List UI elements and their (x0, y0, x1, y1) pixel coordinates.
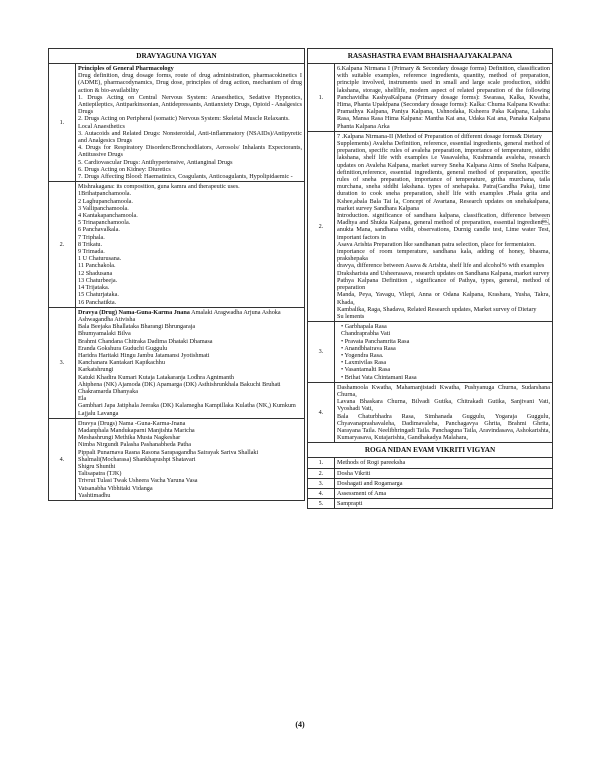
page-number: (4) (295, 720, 305, 729)
table-row: 4. Assessment of Ama (308, 488, 553, 498)
table-row: 3. Doshagati and Rogamarga (308, 478, 553, 488)
dravyaguna-table (48, 48, 305, 501)
table-row: 2. 7 .Kalpana Nirmana-II (Method of Preparation of different dosage forms& Dietary Supplements) Avaleha Definition, reference, essential ingredients, general method of preparation, specific rules of avaleha preparation, importance of temperature, siddhi lakshana, shelf life with examples i.e Vasavaleha, Kushmanda avaleha, research updates on Avaleha Kalpana, market survey Sneha Kalpana Aims of Sneha Kalpana, definition,reference, essential ingredients, general method of preparation, specific rules of sneha preparation, importance of temperature, gritha murchana, taila murchana, sneha siddhi lakshana. types of snehapaka. Patra(Gandha Paka), time duration to cook sneha preparation, shelf life with examples .Phala grita and Kshee,abala Bala Tai la, Concept of Avartana, Research updates on snehakalpana, market survey Sandhara Kalpana Introduction. significance of sandhara kalpana, classification, difference between Madhya and Shukta Kalpana, general method of preparation, essential ingredient, anukta Mana, sandhana vidhi, observations, Durnig candle test, Lime water Test, important factors in Asava Arishta Preparation like sandhanan patra selection, place for fermentaion. importance of room temperature, sandhana kala, adding of honey, bhasma, prakshepaka dravya, difference between Asava & Arishta, shelf life and alcohol% with examples Draksharista and Usheerasava, research updates on Sandhana Kalpana, market survey Pathya Kalpana Definition , significance of Pathya, types, general, method of preparation Manda, Peya, Yavagu, Vilepi, Anna or Odana Kalpana, Krashara, Yusha, Takra, Khada, Kambalika, Raga, Shadava, Related Research updates, Market survey of Dietary Su lements (308, 131, 553, 321)
table-row: 1. Methods of Rogi pareeksha (308, 458, 553, 468)
dravyaguna-header: DRAVYAGUNA VIGYAN (49, 49, 305, 64)
table-row: 3. • Garbhapala Rasa Chandraprabha Vati • Pravata Panchamrita Rasa • Anandbhairava Rasa • Yogendra Rasa. • Laxmivilas Rasa • Vasantamalti Rasa • Brihat Vata Chintamani Rasa (308, 322, 553, 383)
table-row: 2. Mishrakagana: its composition, guna kamra and therapeutic uses. 1Brihatpanchamoola. 2 Laghupanchamoola. 3 Vallipanchamoola. 4 Kantakapanchamoola. 5 Trinapanchamoola. 6 Panchavalkala. 7 Triphala. 8 Trikatu. 9 Trimada. 1 U Chaturusana. 11 Panchakola. 12 Shadusana 13 Chaturbeeja. 14 Trijataka. 15 Chaturjataka. 16 Panchatikta. (49, 182, 305, 307)
table-row: 4. Dravya (Drugs) Nama -Guna-Karma-Jnana Madanphala Mandukaparni Manjishta Maricha Meshashrungi Methika Musta Nagkeshar Nimba Nirgundi Palasha Pashanabheda Patha Pippali Punarnava Rasna Rasona Sarapagandha Sairayak Sariva Shallaki Shalmali(Mocharasa) Shankhapushpi Shatavari Shigru Shunthi Talisapatra (TJK) Trivrut Tulasi Twak Usheera Vacha Yaruna Vasa Vatsanabha Vibhitaki Vidanga Yashtimadhu (49, 418, 305, 500)
table-row: 5. Samprapti (308, 499, 553, 509)
table-row: 3. Dravya (Drug) Nama-Guna-Karma Jnana Amalaki Aragwadha Arjuna Ashoka Ashwagandha Ativisha Bala Beejaka Bhallataka Bharangi Bhrungaraja Bhumyamalaki Bilva Brahmi Chandana Chitraka Dadima Dhataki Dhamasa Eranda Gokshura Guduchi Guggulu Haridra Haritaki Hingu Jambu Jatamansi Jyotishmati Kanchanara Kantakari Kapikachhu Karkatshrungi Katuki Khadira Kumari Kutaja Latakaranja Lodhra Agnimanth Ahiphena (NK) Ajamoda (DK) Apamarga (DK) Asthishrunkhala Bakuchi Bruhati Chakramarda Dhanyaka Ela Gambhari Japa Jatiphala Jeeraka (DK) Kalamegha Kampillaka Kulatha (NK,) Kumkum Lajjalu Lavanga (49, 307, 305, 418)
table-row: 4. Dashamoola Kwatha, Mahamanjistadi Kwatha, Pushyanuga Churna, Sudarshana Churna, Lavana Bhaskara Churna, Bilvadi Gutika, Chitrakadi Gutika, Sanjivani Vati, Vyoshadi Vati, Bala Chaturbhadra Rasa, Simhanada Guggulu, Yogaraja Guggulu, Chyavanaprashavaleha, Dadimavaleha, Panchagavya Ghrita, Brahmi Ghrita, Narayana Taila. Neelibhringadi Taila. Panchaguna Taila, Aravindasava, Ashokarishta, Kumaryasava, Kutajarishta, Gandhakadya Malahara, (308, 382, 553, 443)
table-row: 2. Dosha Vikriti (308, 468, 553, 478)
rasashastra-table (307, 48, 553, 509)
table-row: 1. Principles of General Pharmacology Drug definition, drug dosage forms, route of drug administration, pharmacokinetics I (ADME), pharmacodynamics, Drug dose, principles of drug action, mechanism of drug action & bio-availability 1. Drugs Acting on Central Nervous System: Anaesthetics, Sedative Hypnotics, Antiepileptics, Antiparkinsonian, Antidepressants, Antianxiety Drugs, Opioid - Analgesics Drugs 2. Drugs Acting on Peripheral (somatic) Nervous System: Skeletal Muscle Relaxants. Local Anaesthetics 3. Autacoids and Related Drugs: Nonsteroidal, Anti-inflammatory (NSAIDs)/Antipyretic and Analgesics Drugs 4. Drugs for Respiratory Disorders:Bronchodilators, Aerosols/ Inhalants Expectorants, Antitussive Drugs 5. Cardiovascular Drugs: Antihypertensive, Antianginal Drugs 6. Drugs Acting on Kidney: Diuretics 7. Drugs Affecting Blood: Haematinics, Coagulants, Anticoagulants, Hypolipidaemic - (49, 64, 305, 182)
roga-nidan-header: ROGA NIDAN EVAM VIKRITI VIGYAN (308, 443, 553, 458)
table-row: 1. 6.Kalpana Nirmana I (Primary & Secondary dosage forms) Definition, classification with suitable examples, reference ingredients, quantity, method of preparation, principle involved, instruments used in small and large scale production, siddhi lakshana, storage, shelflife, modern aspect of related preparation of the following Panchavidha KashyaKalpana (Primary dosage forms): Swarasa, Kalka, Kwatha, Hima, Phanta Upakfpana (Secondary dosage forms): Kalka: Chuma Kalpana Kwatha: Pramathya Kalpana, Paniya Kalpana, Ushnodaka, Ksheera Paka Kalpana, Laksha Rasa, Mansa Rasa Hima Kalpana: Mantha Kai ana, Udaka Kai ana, Panaka Kalpana Phanta Kalpana Arka (308, 64, 553, 132)
rasashastra-header: RASASHASTRA EVAM BHAISHAAJYAKALPANA (308, 49, 553, 64)
